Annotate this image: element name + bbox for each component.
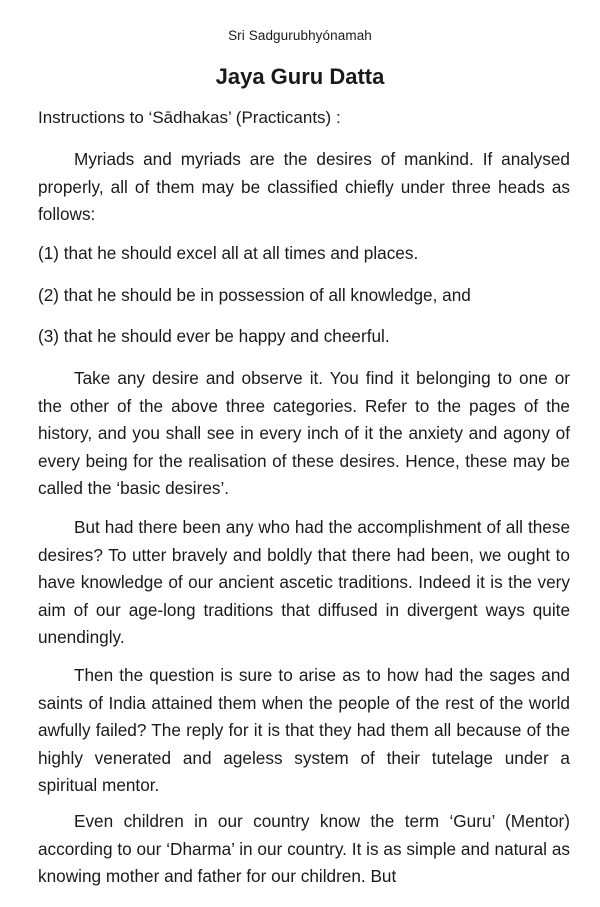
- page-title: Jaya Guru Datta: [215, 64, 385, 89]
- paragraph-basic-desires: Take any desire and observe it. You find it belonging to one or the other of the above three categories. Refer to the pages of the history, and you shall see in every inch of it the anxiety and agony of every being for the realisation of these desires. Hence, these may be called the ‘basic desires’.: [38, 368, 570, 498]
- list-item: (1) that he should excel all at all times and places.: [38, 243, 419, 263]
- intro-line: Instructions to ‘Sādhakas’ (Practicants) :: [38, 108, 341, 127]
- paragraph-sages: Then the question is sure to arise as to how had the sages and saints of India attained them when the people of the rest of the world awfully failed? The reply for it is that they had them all because of the highly venerated and ageless system of their tutelage under a spiritual mentor.: [38, 665, 570, 795]
- running-head: Sri Sadgurubhyónamah: [228, 28, 372, 43]
- paragraph-accomplishment: But had there been any who had the accomplishment of all these desires? To utter bravely and boldly that there had been, we ought to have knowledge of our ancient ascetic traditions. Indeed it is the very aim of our age-long traditions that diffused in divergent ways quite unendingly.: [38, 517, 570, 647]
- list-item: (3) that he should ever be happy and cheerful.: [38, 326, 390, 346]
- paragraph-desires: Myriads and myriads are the desires of mankind. If analysed properly, all of them may be classified chiefly under three heads as follows:: [38, 149, 570, 224]
- paragraph-guru: Even children in our country know the term ‘Guru’ (Mentor) according to our ‘Dharma’ in our country. It is as simple and natural as knowing mother and father for our children. But: [38, 811, 570, 886]
- list-item: (2) that he should be in possession of all knowledge, and: [38, 285, 471, 305]
